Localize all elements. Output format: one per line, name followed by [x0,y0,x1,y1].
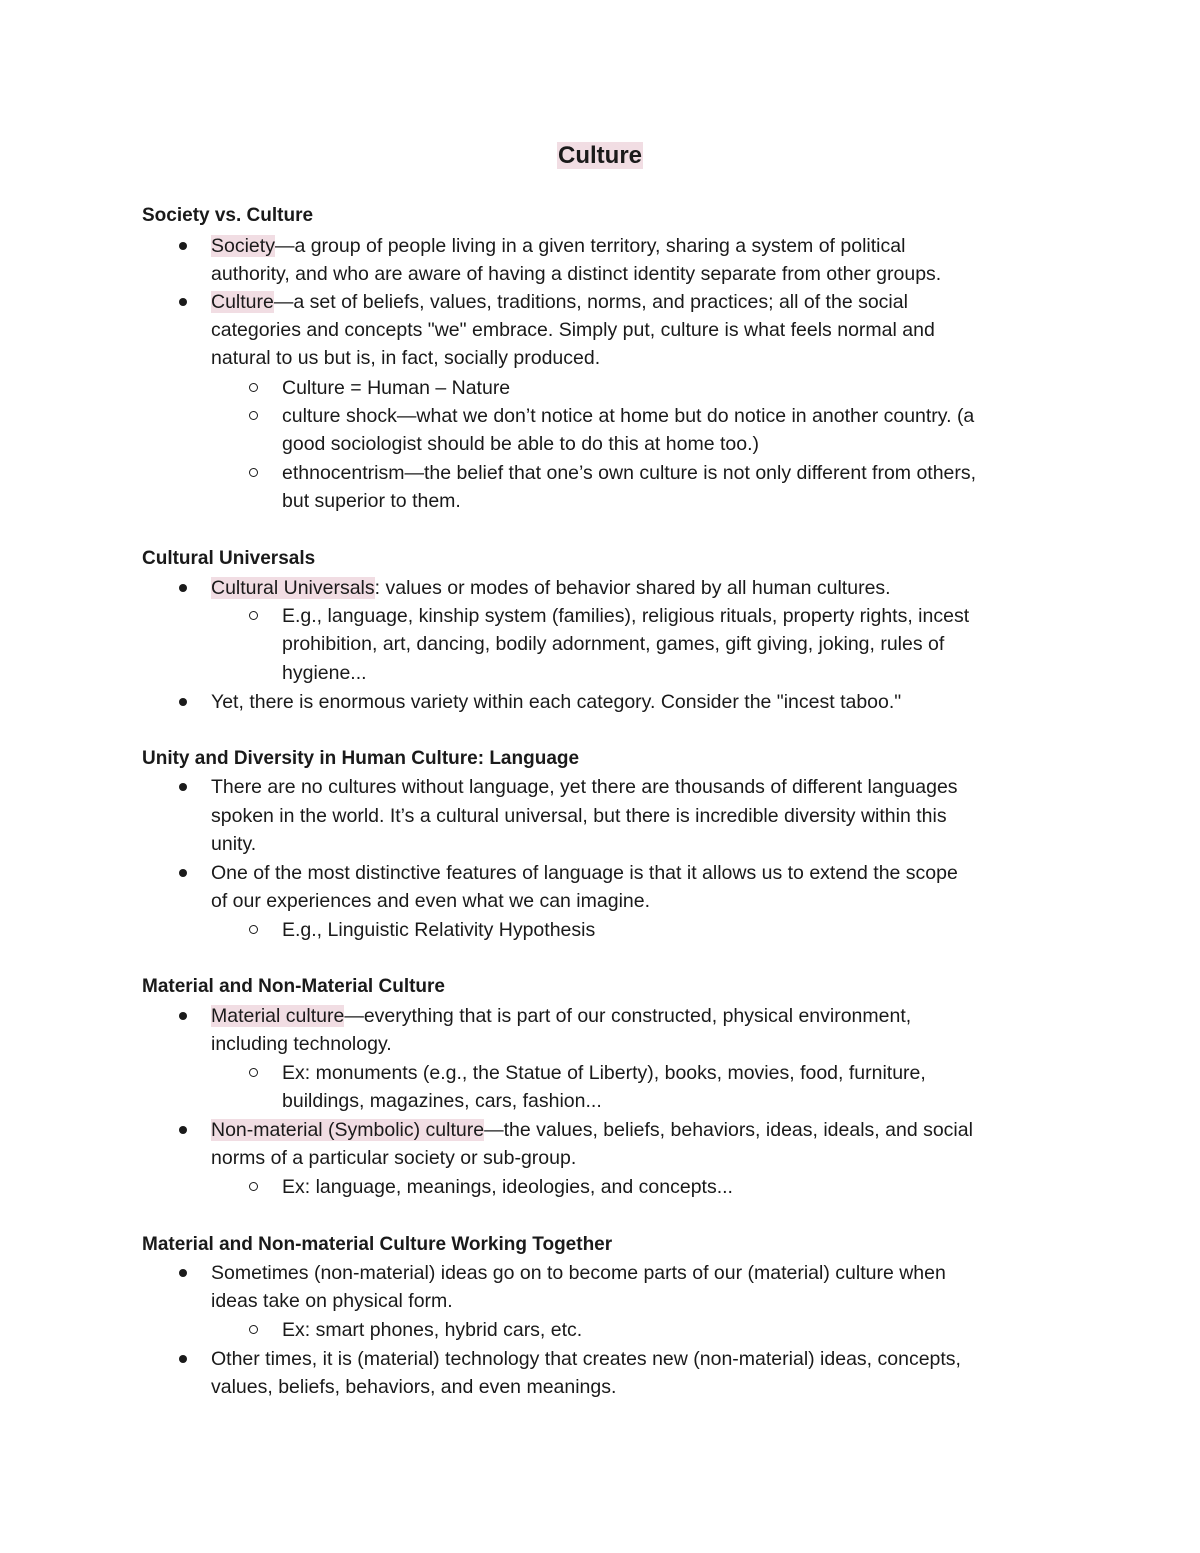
circle-bullet-icon [249,383,258,392]
bullet-icon [179,869,187,877]
circle-bullet-icon [249,1182,258,1191]
list-item: Society—a group of people living in a given territory, sharing a system of political [211,235,906,257]
sub-list-item-continuation: good sociologist should be able to do this at home too.) [282,433,759,455]
list-item-continuation: authority, and who are aware of having a distinct identity separate from other groups. [211,263,942,285]
section-heading: Material and Non-material Culture Working Together [142,1234,613,1255]
bullet-icon [179,698,187,706]
sub-list-item: Culture = Human – Nature [282,377,511,399]
sub-list-item-continuation: but superior to them. [282,490,461,512]
list-item-continuation: norms of a particular society or sub-group. [211,1147,577,1169]
list-item: Non-material (Symbolic) culture—the values, beliefs, behaviors, ideas, ideals, and social [211,1119,973,1141]
list-item: Other times, it is (material) technology that creates new (non-material) ideas, concepts, [211,1348,961,1370]
bullet-icon [179,298,187,306]
list-item: One of the most distinctive features of language is that it allows us to extend the scope [211,862,958,884]
highlighted-term: Cultural Universals [211,577,375,599]
list-item: Culture—a set of beliefs, values, traditions, norms, and practices; all of the social [211,291,908,313]
list-item-continuation: ideas take on physical form. [211,1290,453,1312]
sub-list-item: ethnocentrism—the belief that one’s own culture is not only different from others, [282,462,977,484]
highlighted-term: Culture [211,291,274,313]
highlighted-term: Society [211,235,275,257]
bullet-icon [179,1126,187,1134]
section-heading: Unity and Diversity in Human Culture: Language [142,748,580,769]
circle-bullet-icon [249,611,258,620]
sub-list-item-continuation: buildings, magazines, cars, fashion... [282,1090,602,1112]
list-item-continuation: unity. [211,833,257,855]
bullet-icon [179,1012,187,1020]
bullet-icon [179,242,187,250]
list-item-continuation: including technology. [211,1033,392,1055]
highlighted-term: Non-material (Symbolic) culture [211,1119,485,1141]
page-title: Culture [558,142,642,169]
list-item-continuation: spoken in the world. It’s a cultural universal, but there is incredible diversity within this [211,805,947,827]
sub-list-item-continuation: prohibition, art, dancing, bodily adornment, games, gift giving, joking, rules of [282,633,945,655]
bullet-icon [179,1355,187,1363]
bullet-icon [179,1269,187,1277]
list-item-continuation: of our experiences and even what we can imagine. [211,890,651,912]
circle-bullet-icon [249,1068,258,1077]
list-item: Material culture—everything that is part of our constructed, physical environment, [211,1005,912,1027]
sub-list-item: culture shock—what we don’t notice at home but do notice in another country. (a [282,405,975,427]
sub-list-item: E.g., language, kinship system (families), religious rituals, property rights, incest [282,605,970,627]
bullet-icon [179,783,187,791]
sub-list-item: E.g., Linguistic Relativity Hypothesis [282,919,596,941]
list-item-continuation: categories and concepts "we" embrace. Simply put, culture is what feels normal and [211,319,935,341]
list-item: Cultural Universals: values or modes of behavior shared by all human cultures. [211,577,891,599]
sub-list-item-continuation: hygiene... [282,662,367,684]
circle-bullet-icon [249,925,258,934]
sub-list-item: Ex: monuments (e.g., the Statue of Liberty), books, movies, food, furniture, [282,1062,926,1084]
list-item: Sometimes (non-material) ideas go on to become parts of our (material) culture when [211,1262,946,1284]
list-item: Yet, there is enormous variety within each category. Consider the "incest taboo." [211,691,902,713]
section-heading: Cultural Universals [142,548,316,569]
circle-bullet-icon [249,411,258,420]
sub-list-item: Ex: language, meanings, ideologies, and concepts... [282,1176,733,1198]
highlighted-term: Material culture [211,1005,345,1027]
list-item-continuation: natural to us but is, in fact, socially produced. [211,347,601,369]
list-item: There are no cultures without language, yet there are thousands of different languages [211,776,958,798]
section-heading: Material and Non-Material Culture [142,976,445,997]
list-item-continuation: values, beliefs, behaviors, and even meanings. [211,1376,617,1398]
section-heading: Society vs. Culture [142,205,314,226]
sub-list-item: Ex: smart phones, hybrid cars, etc. [282,1319,583,1341]
circle-bullet-icon [249,1325,258,1334]
circle-bullet-icon [249,468,258,477]
bullet-icon [179,584,187,592]
